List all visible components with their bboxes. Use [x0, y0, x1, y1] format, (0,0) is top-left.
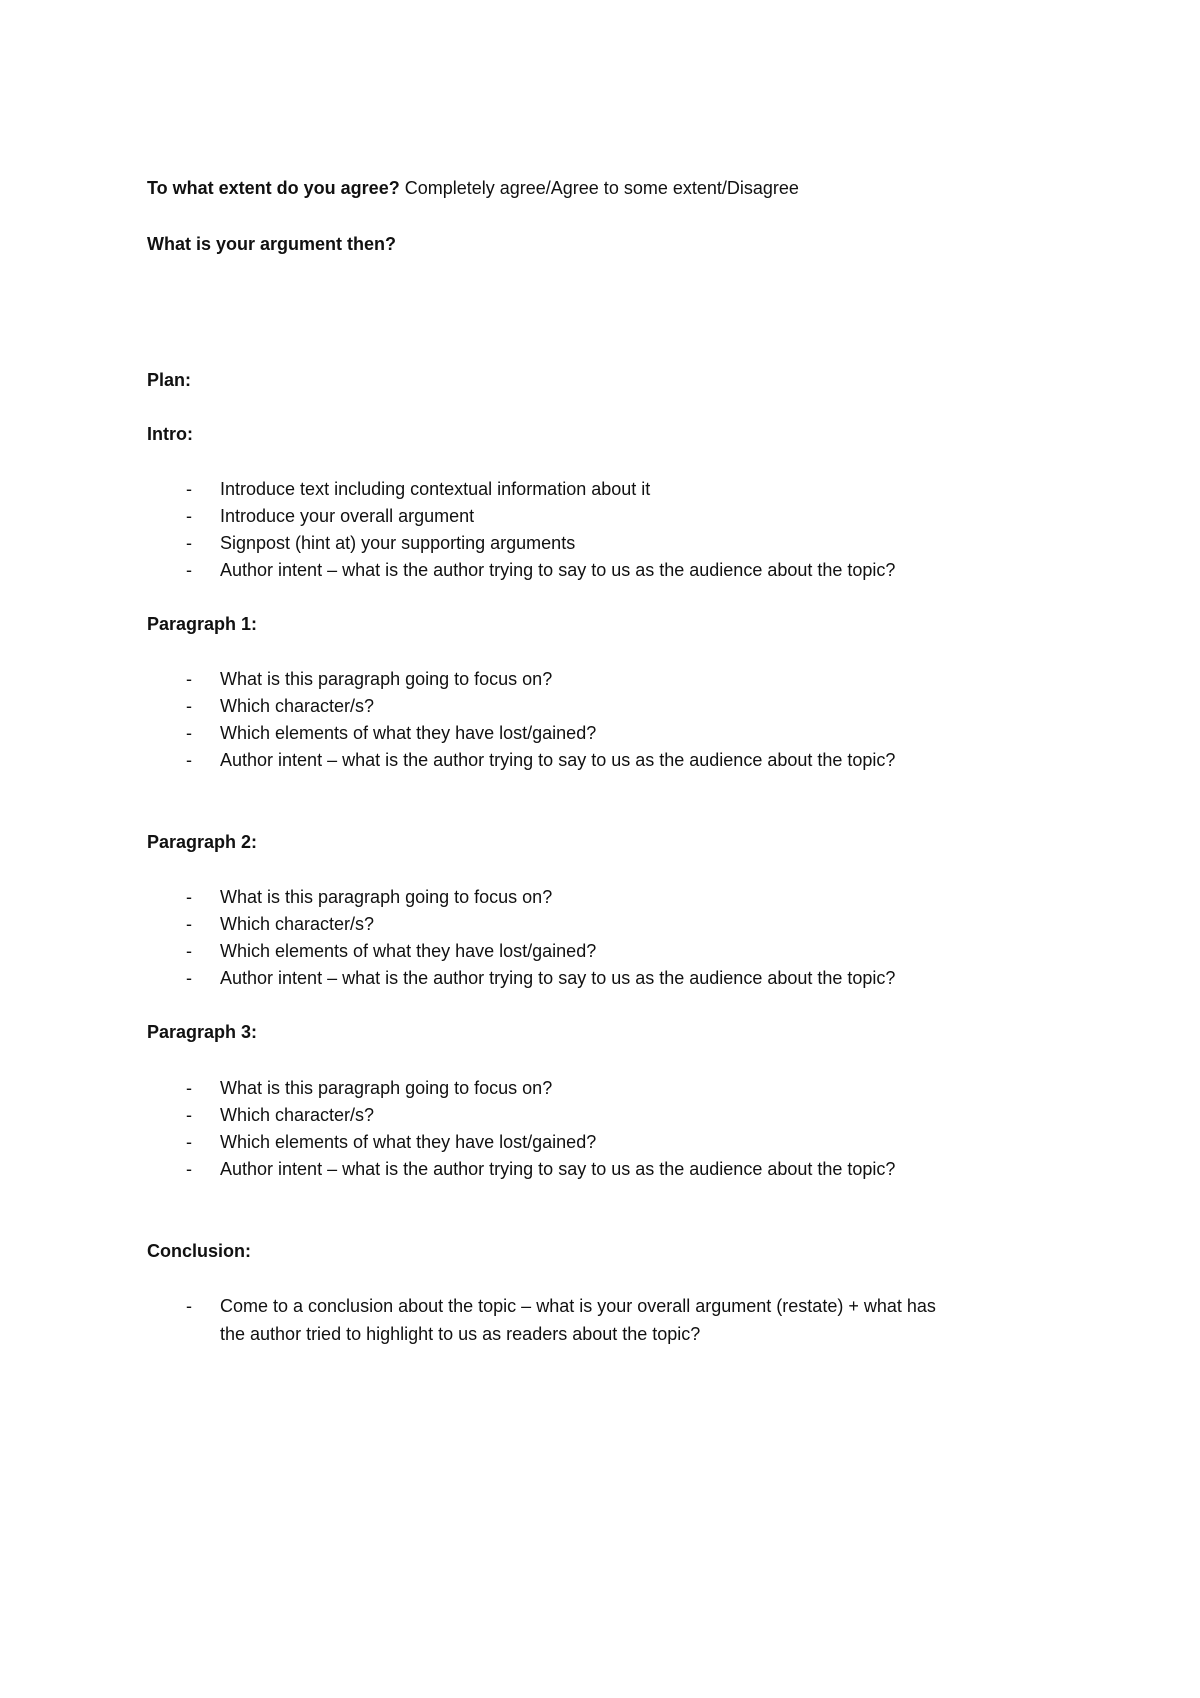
bullet-dash: - — [186, 1159, 192, 1179]
argument-prompt: What is your argument then? — [147, 234, 397, 254]
bullet-dash: - — [186, 1105, 192, 1125]
bullet-dash: - — [186, 887, 192, 907]
bullet-dash: - — [186, 1132, 192, 1152]
conclusion-heading: Conclusion: — [147, 1241, 251, 1261]
intro-item-2: Introduce your overall argument — [220, 506, 475, 526]
paragraph3-item-1: What is this paragraph going to focus on? — [220, 1078, 553, 1098]
paragraph1-item-4: Author intent – what is the author trying to say to us as the audience about the topic? — [220, 750, 896, 770]
bullet-dash: - — [186, 968, 192, 988]
intro-item-3: Signpost (hint at) your supporting arguments — [220, 533, 576, 553]
bullet-dash: - — [186, 669, 192, 689]
paragraph3-item-2: Which character/s? — [220, 1105, 375, 1125]
paragraph2-item-4: Author intent – what is the author trying to say to us as the audience about the topic? — [220, 968, 896, 988]
paragraph3-item-3: Which elements of what they have lost/gained? — [220, 1132, 597, 1152]
bullet-dash: - — [186, 914, 192, 934]
bullet-dash: - — [186, 1078, 192, 1098]
paragraph1-item-1: What is this paragraph going to focus on? — [220, 669, 553, 689]
bullet-dash: - — [186, 479, 192, 499]
paragraph3-item-4: Author intent – what is the author trying to say to us as the audience about the topic? — [220, 1159, 896, 1179]
intro-item-1: Introduce text including contextual information about it — [220, 479, 651, 499]
paragraph1-item-2: Which character/s? — [220, 696, 375, 716]
paragraph1-item-3: Which elements of what they have lost/gained? — [220, 723, 597, 743]
question-options: Completely agree/Agree to some extent/Disagree — [399, 178, 799, 198]
bullet-dash: - — [186, 533, 192, 553]
agreement-question — [147, 176, 799, 200]
conclusion-item-line-1: Come to a conclusion about the topic – what is your overall argument (restate) + what has — [220, 1296, 936, 1316]
paragraph2-item-1: What is this paragraph going to focus on? — [220, 887, 553, 907]
bullet-dash: - — [186, 506, 192, 526]
question-prompt: To what extent do you agree? — [147, 178, 400, 198]
bullet-dash: - — [186, 750, 192, 770]
bullet-dash: - — [186, 560, 192, 580]
paragraph2-heading: Paragraph 2: — [147, 832, 258, 852]
intro-item-4: Author intent – what is the author trying to say to us as the audience about the topic? — [220, 560, 896, 580]
paragraph3-heading: Paragraph 3: — [147, 1022, 258, 1042]
bullet-dash: - — [186, 1296, 192, 1316]
bullet-dash: - — [186, 723, 192, 743]
paragraph2-item-2: Which character/s? — [220, 914, 375, 934]
intro-heading: Intro: — [147, 424, 193, 444]
paragraph1-heading: Paragraph 1: — [147, 614, 258, 634]
bullet-dash: - — [186, 941, 192, 961]
bullet-dash: - — [186, 696, 192, 716]
paragraph2-item-3: Which elements of what they have lost/gained? — [220, 941, 597, 961]
conclusion-item-line-2: the author tried to highlight to us as readers about the topic? — [220, 1324, 701, 1344]
plan-heading: Plan: — [147, 370, 192, 390]
